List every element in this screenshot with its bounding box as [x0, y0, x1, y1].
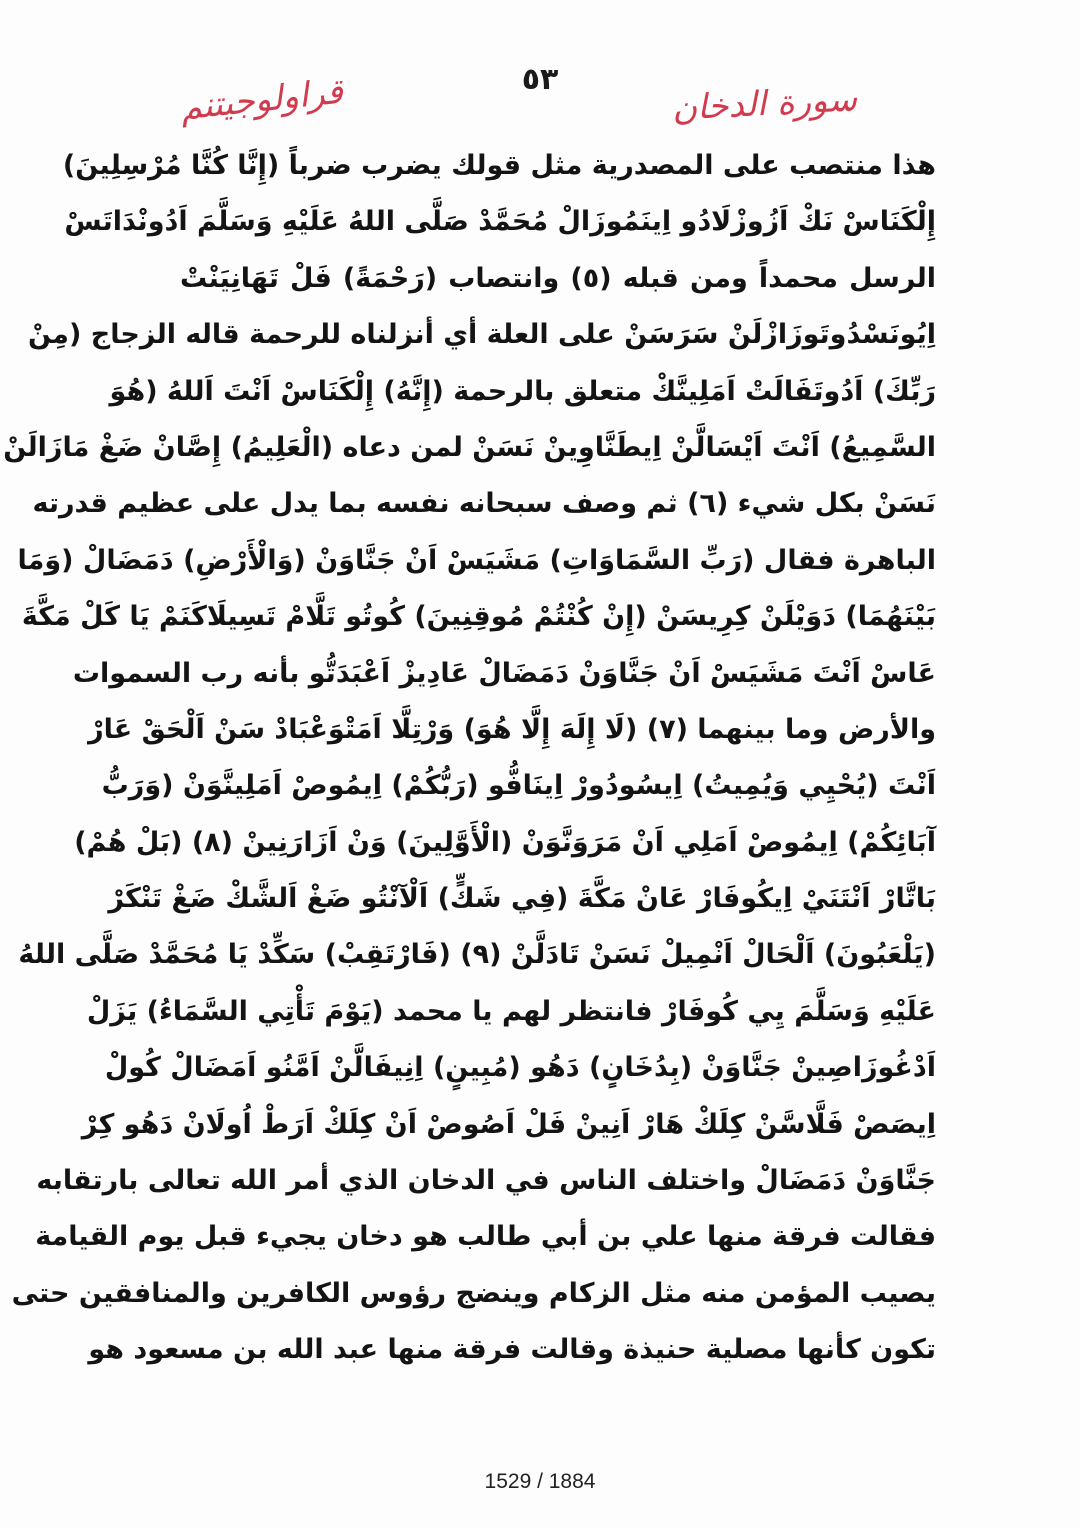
text-line: (يَلْعَبُونَ) اَلْحَالْ اَنْمِيلْ نَسَنْ تَادَلَّنْ (٩) (فَارْتَقِبْ) سَكِّدْ يَا مُحَمَّدْ صَلَّى اللهُ: [18, 939, 936, 971]
handwritten-note-left: قراولوجيتنم: [178, 71, 345, 129]
text-line: رَبِّكَ) اَدُوتَفَالَتْ اَمَلِينَّكْ متعلق بالرحمة (إِنَّهُ) إِلْكَنَاسْ اَنْتَ اَللهُ (هُوَ: [109, 375, 936, 407]
text-line: اَنْتَ (يُحْيِي وَيُمِيتُ) اِيسُودُورْ اِينَافُّو (رَبُّكُمْ) اِيمُوصْ اَمَلِينَّوَنْ (وَرَبُّ: [101, 770, 936, 802]
text-line: يصيب المؤمن منه مثل الزكام وينضج رؤوس الكافرين والمنافقين حتى: [11, 1277, 936, 1309]
text-line: جَنَّاوَنْ دَمَضَالْ واختلف الناس في الدخان الذي أمر الله تعالى بارتقابه: [36, 1165, 936, 1197]
text-line: إِلْكَنَاسْ نَكْ اَزُوزْلَادُو اِينَمُوزَالْ مُحَمَّدْ صَلَّى اللهُ عَلَيْهِ وَسَلَّمَ اَدُونْدَاتَسْ: [64, 206, 936, 238]
text-line: الرسل محمداً ومن قبله (٥) وانتصاب (رَحْمَةً) فَلْ تَهَانِيَنْتْ: [180, 262, 936, 294]
text-line: عَاسْ اَنْتَ مَشَيَسْ اَنْ جَنَّاوَنْ دَمَضَالْ عَادِيزْ اَعْبَدَتُّو بأنه رب السموات: [72, 657, 936, 689]
text-line: هذا منتصب على المصدرية مثل قولك يضرب ضرباً (إِنَّا كُنَّا مُرْسِلِينَ): [62, 150, 936, 181]
page-number: ٥٣: [521, 62, 559, 97]
text-line: بَيْنَهُمَا) دَوَيْلَنْ كِرِيسَنْ (إِنْ كُنْتُمْ مُوقِنِينَ) كُوتُو تَلَّامْ تَسِيلَاكَنَمْ يَا كَلْ مَكَّةَ: [21, 601, 936, 633]
text-line: تكون كأنها مصلية حنيذة وقالت فرقة منها عبد الله بن مسعود هو: [88, 1334, 936, 1366]
text-line: اِيصَصْ فَلَّاسَّنْ كِلَكْ هَارْ اَنِينْ فَلْ اَصُوصْ اَنْ كِلَكْ اَرَطْ اُولَانْ دَهُو كِرْ: [81, 1108, 936, 1140]
handwritten-note-surah-title: سورة الدخان: [671, 79, 859, 129]
body-text: [3, 138, 936, 1379]
text-line: والأرض وما بينهما (٧) (لَا إِلَهَ إِلَّا هُوَ) وَرْتِلَّا اَمَتْوَعْبَادْ سَنْ اَلْحَقْ عَارْ: [88, 713, 936, 745]
text-line: اَدْغُوزَاصِينْ جَنَّاوَنْ (بِدُخَانٍ) دَهُو (مُبِينٍ) اِنِيفَالَّنْ اَمَّنُو اَمَضَالْ كُولْ: [104, 1052, 936, 1084]
text-line: اِيُونَسْدُوتَوزَازْلَنْ سَرَسَنْ على العلة أي أنزلناه للرحمة قاله الزجاج (مِنْ: [27, 319, 936, 351]
text-line: عَلَيْهِ وَسَلَّمَ يِي كُوفَارْ فانتظر لهم يا محمد (يَوْمَ تَأْتِي السَّمَاءُ) يَزَلْ: [86, 995, 936, 1027]
text-line: السَّمِيعُ) اَنْتَ اَيْسَالَّنْ اِيطَنَّاوِينْ نَسَنْ لمن دعاه (الْعَلِيمُ) إِصَّانْ ضَغْ مَازَالَنْ: [3, 431, 936, 463]
page-counter: 1529 / 1884: [484, 1470, 596, 1493]
text-line: بَاتَّارْ اَنْتَنَيْ اِيكُوفَارْ عَانْ مَكَّةَ (فِي شَكٍّ) اَلْآنْتُو ضَغْ اَلشَّكْ ضَغْ تَنْكَرْ: [108, 883, 936, 915]
text-line: آبَائِكُمْ) اِيمُوصْ اَمَلِي اَنْ مَرَوَنَّوَنْ (الْأَوَّلِينَ) وَنْ اَزَارَنِينْ (٨) (بَلْ هُمْ): [74, 826, 936, 858]
text-line: نَسَنْ بكل شيء (٦) ثم وصف سبحانه نفسه بما يدل على عظيم قدرته: [32, 488, 936, 520]
text-line: الباهرة فقال (رَبِّ السَّمَاوَاتِ) مَشَيَسْ اَنْ جَنَّاوَنْ (وَالْأَرْضِ) دَمَضَالْ (وَمَا: [17, 544, 936, 576]
text-line: فقالت فرقة منها علي بن أبي طالب هو دخان يجيء قبل يوم القيامة: [35, 1221, 936, 1253]
